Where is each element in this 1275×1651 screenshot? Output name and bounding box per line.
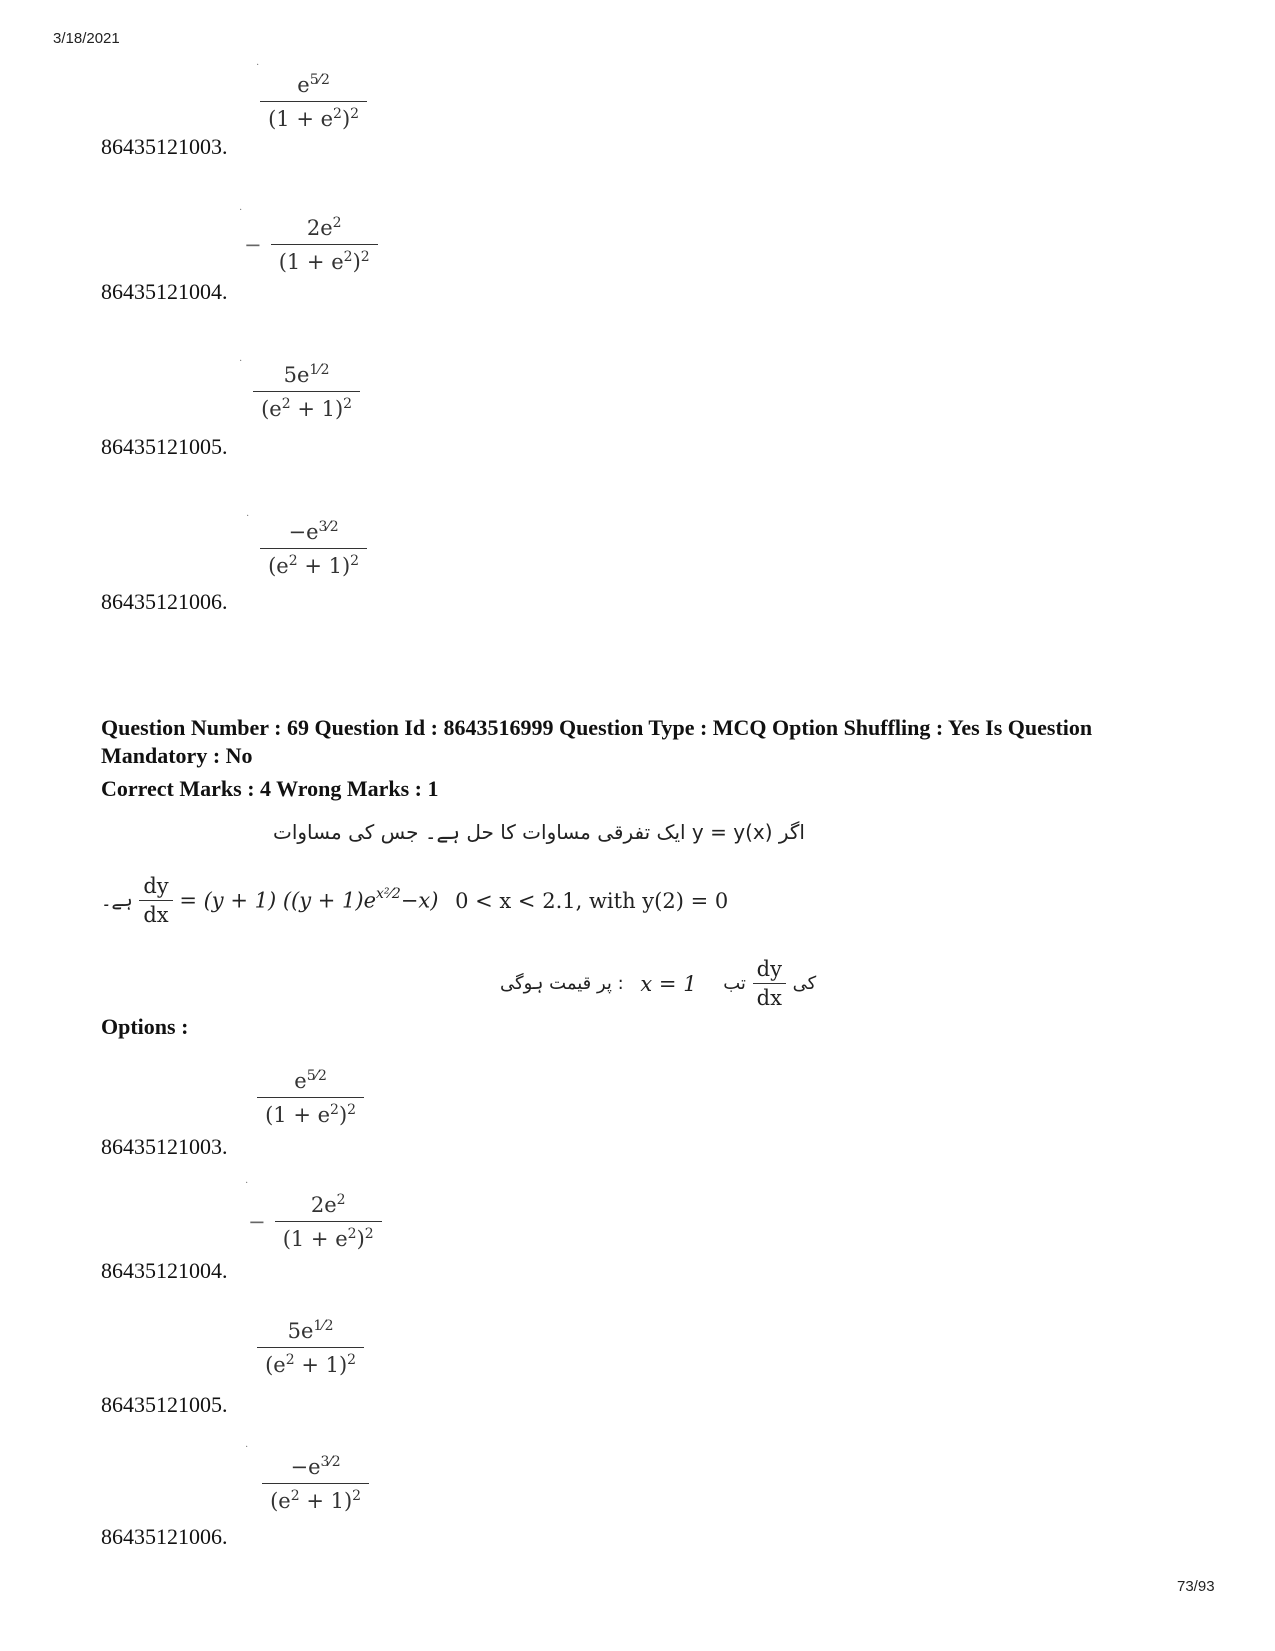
option-top-1 [101, 60, 521, 160]
denominator-tail: + 1) [290, 397, 344, 421]
print-date: 3/18/2021 [53, 30, 120, 47]
denominator-exponent: 2 [288, 553, 298, 569]
denominator-outer-exponent: 2 [360, 249, 370, 265]
options-label: Options : [101, 1014, 189, 1039]
denominator-tail: + 1) [297, 554, 351, 578]
option-expression [244, 215, 378, 274]
option-sign: − [244, 232, 262, 257]
denominator: (e [270, 1489, 291, 1513]
fraction [271, 215, 378, 274]
numerator-exponent: 2 [336, 1192, 346, 1208]
denominator-tail: ) [352, 250, 361, 274]
numerator: −e [290, 1455, 321, 1479]
denominator-outer-exponent: 2 [347, 1352, 357, 1368]
dy: dy [143, 874, 169, 898]
denominator-exponent: 2 [281, 396, 291, 412]
denominator-exponent: 2 [330, 1102, 339, 1118]
denominator-exponent: 2 [343, 249, 353, 265]
option-expression [244, 362, 360, 421]
numerator: 5e [287, 1319, 314, 1343]
denominator-tail: + 1) [294, 1353, 348, 1377]
fraction [260, 72, 367, 131]
option-top-4 [101, 511, 521, 615]
option-id: 86435121006. [101, 1524, 228, 1549]
denominator-outer-exponent: 2 [352, 1488, 362, 1504]
denominator-exponent: 2 [290, 1488, 300, 1504]
numerator-exponent: 3⁄2 [318, 519, 339, 535]
denominator-tail: ) [356, 1227, 365, 1251]
option-id: 86435121004. [101, 1258, 228, 1283]
option-bottom-3 [101, 1318, 521, 1418]
dx: dx [139, 900, 172, 929]
bullet-dot: · [256, 60, 260, 71]
fraction [257, 1068, 364, 1127]
equation-urdu-suffix: ہے۔ [101, 890, 133, 911]
option-expression [248, 1068, 364, 1127]
option-bottom-2 [101, 1178, 521, 1284]
option-id: 86435121006. [101, 589, 228, 614]
denominator-outer-exponent: 2 [347, 1102, 357, 1118]
numerator: 5e [283, 363, 310, 387]
numerator: −e [288, 520, 319, 544]
equation-exponent: x²⁄2 [376, 886, 401, 902]
dy: dy [756, 957, 782, 981]
denominator: (1 + e [278, 250, 344, 274]
option-sign: − [248, 1209, 266, 1234]
denominator-tail: ) [341, 107, 351, 131]
denominator-tail: + 1) [299, 1489, 353, 1513]
line3-x-value: x = 1 [640, 971, 697, 996]
option-id: 86435121005. [101, 1392, 228, 1417]
bullet-dot: · [245, 1442, 249, 1453]
numerator: e [294, 1069, 307, 1093]
fraction [253, 362, 360, 421]
option-expression [248, 1192, 382, 1251]
line3-pre: تب [723, 973, 746, 994]
bullet-dot: · [246, 511, 250, 522]
bullet-dot: · [245, 1178, 249, 1189]
page-number: 73/93 [1177, 1578, 1215, 1595]
question-text-line-3 [500, 955, 830, 1012]
denominator-exponent: 2 [333, 106, 342, 122]
equation-rhs: = (y + 1) ((y + 1)e [179, 888, 377, 913]
denominator: (1 + e [265, 1103, 331, 1127]
option-top-3 [101, 356, 521, 460]
numerator-exponent: 5⁄2 [309, 72, 330, 88]
denominator: (e [261, 397, 282, 421]
question-equation [101, 872, 728, 929]
fraction [260, 519, 367, 578]
question-marks: Correct Marks : 4 Wrong Marks : 1 [101, 776, 439, 801]
denominator-tail: ) [338, 1103, 348, 1127]
numerator-exponent: 1⁄2 [309, 362, 330, 378]
option-id: 86435121003. [101, 134, 228, 159]
option-id: 86435121003. [101, 1134, 228, 1159]
denominator-exponent: 2 [285, 1352, 295, 1368]
dx: dx [753, 983, 786, 1012]
option-bottom-1 [101, 1060, 521, 1160]
denominator: (e [265, 1353, 286, 1377]
line3-mid: کی [792, 973, 817, 994]
equation-domain: 0 < x < 2.1, with y(2) = 0 [455, 888, 729, 913]
question-header: Question Number : 69 Question Id : 8643516999 Question Type : MCQ Option Shuffling : Yes Is Question Mandatory : No [101, 715, 1093, 768]
numerator: 2e [310, 1193, 337, 1217]
option-expression [253, 1454, 369, 1513]
numerator-exponent: 1⁄2 [313, 1318, 334, 1334]
denominator: (1 + e [268, 107, 334, 131]
numerator-exponent: 3⁄2 [320, 1454, 341, 1470]
bullet-dot: · [239, 205, 243, 216]
denominator-outer-exponent: 2 [343, 396, 353, 412]
fraction [275, 1192, 382, 1251]
line3-dy-dx-fraction [753, 955, 786, 1012]
option-id: 86435121005. [101, 434, 228, 459]
denominator-outer-exponent: 2 [350, 106, 360, 122]
denominator: (e [268, 554, 289, 578]
option-bottom-4 [101, 1442, 521, 1550]
numerator-exponent: 2 [332, 215, 342, 231]
option-expression [251, 72, 367, 131]
numerator: e [297, 73, 310, 97]
option-expression [248, 1318, 364, 1377]
denominator-exponent: 2 [347, 1226, 357, 1242]
option-id: 86435121004. [101, 279, 228, 304]
denominator-outer-exponent: 2 [364, 1226, 374, 1242]
numerator: 2e [306, 216, 333, 240]
option-expression [251, 519, 367, 578]
fraction [257, 1318, 364, 1377]
line3-post: پر قیمت ہوگی : [500, 973, 624, 994]
numerator-exponent: 5⁄2 [306, 1068, 327, 1084]
denominator: (1 + e [282, 1227, 348, 1251]
bullet-dot: · [239, 356, 243, 367]
option-top-2 [101, 205, 521, 305]
denominator-outer-exponent: 2 [350, 553, 360, 569]
question-text-line-1: اگر y = y(x) ایک تفرقی مساوات کا حل ہے۔ جس کی مساوات [273, 820, 805, 844]
dy-dx-fraction [139, 872, 172, 929]
fraction [262, 1454, 369, 1513]
equation-rhs-tail: −x) [400, 888, 439, 913]
